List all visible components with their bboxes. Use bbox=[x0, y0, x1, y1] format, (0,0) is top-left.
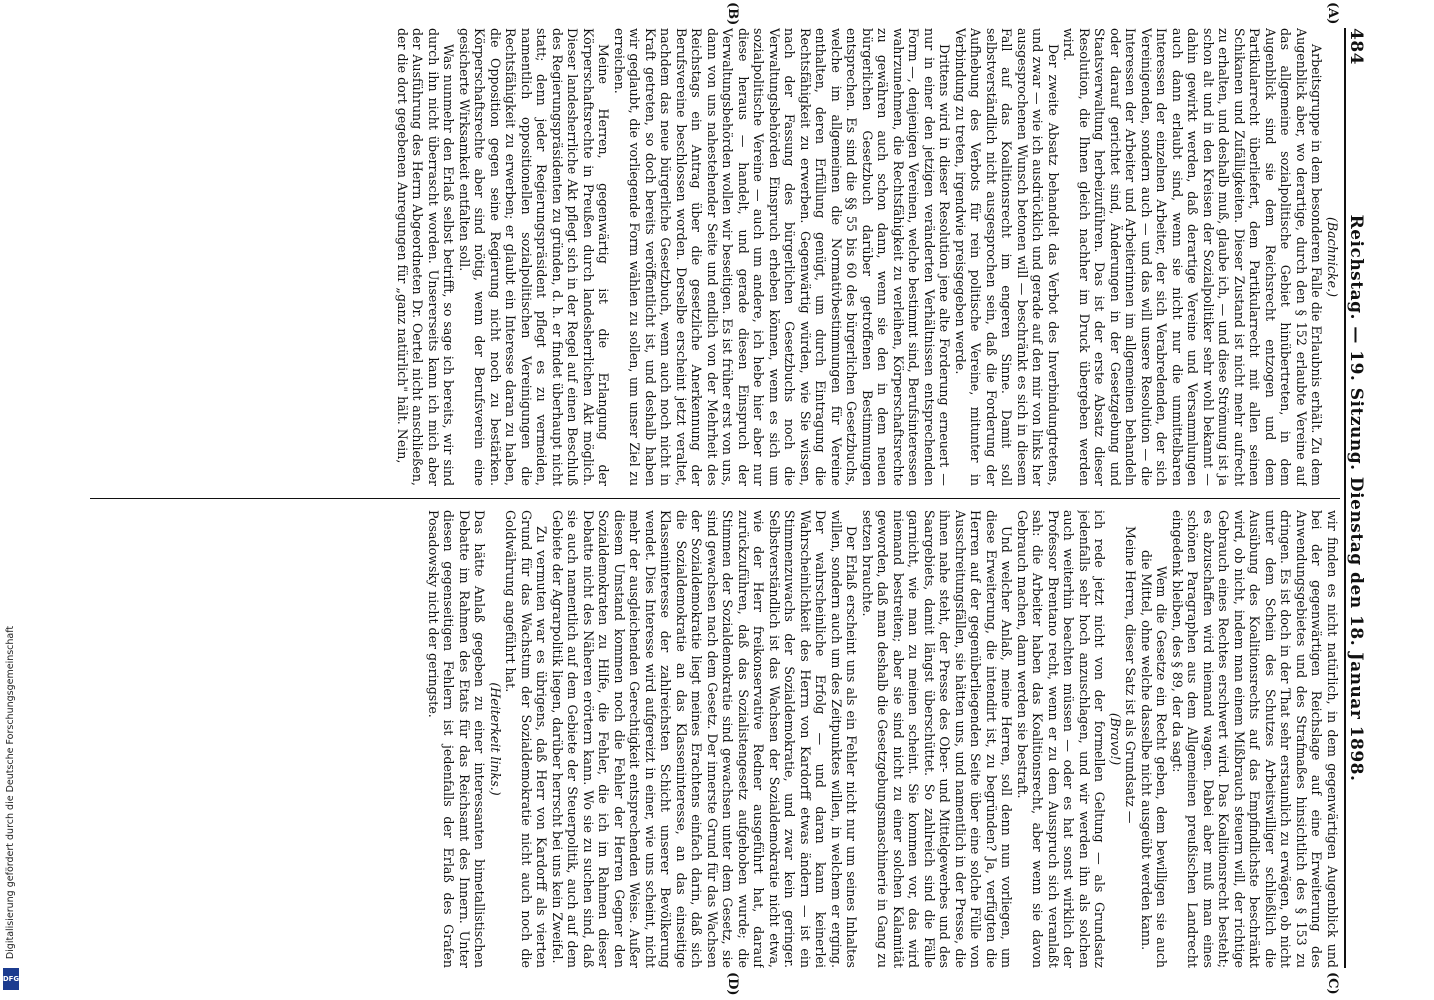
right-paragraph: Das hätte Anlaß gegeben zu einer interessanten bimetallistischen Debatte im Rahmen des Etats für das Reichsamt des Innern. Unter diesen gegenseitigen Fehlern ist jedenfalls der Erlaß des Grafen Posadowsky nicht der geringste. bbox=[426, 510, 488, 968]
rotated-page bbox=[80, 2, 1380, 996]
running-title: Reichstag. — 19. Sitzung. Dienstag den 18. Januar 1898. bbox=[1346, 214, 1366, 782]
left-paragraph: Was nunmehr den Erlaß selbst betrifft, so sage ich bereits, wir sind durch ihn nicht überrascht worden. Unsererseits kann ich mich aber der Ausführung des Herrn Abgeordneten Dr. Oertel nicht anschließen, der die dort gegebenen Anregungen für „ganz natürlich" hält. Nein, bbox=[395, 28, 457, 486]
right-paragraph: wir finden es nicht natürlich, in dem gegenwärtigen Augenblick und bei der gegenwärtigen Reichslage auf eine Erweiterung des Anwendungsgebietes und des Strafmaßes hinsichtlich des § 153 zu dringen. Es ist doch in der That sehr erstaunlich zu erwägen, ob nicht unter dem Schein des Schutzes Arbeitswilliger schließlich die Ausübung des Koalitionsrechts auf das Empfindlichste beschränkt wird, ob nicht, indem man einem Mißbrauch steuern will, der richtige Gebrauch eines Rechtes erschwert wird. Das Koalitionsrecht besteht; es abzuschaffen wird niemand wagen. Dabei aber muß man eines schönen Paragraphen aus dem Allgemeinen preußischen Landrecht eingedenk bleiben, des § 89, der da sagt: bbox=[1170, 510, 1340, 968]
page-header bbox=[1344, 28, 1380, 968]
margin-marker-d: (D) bbox=[725, 972, 740, 996]
interjection: (Bravo!) bbox=[1108, 712, 1123, 766]
interjection: (Heiterkeit links.) bbox=[488, 682, 503, 796]
right-paragraph: Der Erlaß erscheint uns als ein Fehler nicht nur um seines Inhaltes willen, sondern auch um des Zeitpunktes willen, in welchem er erging. Der wahrscheinliche Erfolg — und daran kann keinerlei Wahrscheinlichkeit des Herrn von Kardorff etwas ändern — ist ein Stimmenzuwachs der Sozialdemokratie, und zwar kein geringer. Selbstverständlich ist das Wachsen der Sozialdemokratie nicht etwa, wie der Herr freikonservative Redner ausgeführt hat, darauf zurückzuführen, daß das Sozialistengesetz aufgehoben wurde; die Stimmen der Sozialdemokratie sind gewachsen unter dem Gesetz, sie sind gewachsen nach dem Gesetz. Der innerste Grund für das Wachsen der Sozialdemokratie liegt meines Erachtens einfach darin, daß sich die Sozialdemokratie an das Klasseninteresse, an das einseitige Klasseninteresse der zahlreichsten Schicht unserer Bevölkerung wendet. Dies Interesse wird aufgereizt in einer, wie uns scheint, nicht mehr der ausgleichenden Gerechtigkeit entsprechenden Weise. Außer diesem Umstand kommen noch die Fehler der Herren Gegner den Sozialdemokraten zu Hilfe, die Fehler, die ich im Rahmen dieser Debatte nicht des Näheren erörtern kann. Wo sie zu suchen sind, daß sie auch namentlich auf dem Gebiete der Steuerpolitik, auch auf dem Gebiete der Agrarpolitik liegen, darüber herrscht bei uns kein Zweifel. bbox=[550, 510, 860, 968]
left-paragraph: Drittens wird in dieser Resolution jene alte Forderung erneuert — nur in einer den jetzigen veränderten Verhältnissen entsprechenden Form —, denjenigen Vereinen, welche bestimmt sind, Berufsinteressen wahrzunehmen, die Rechtsfähigkeit zu verleihen, Körperschaftsrechte zu gewähren auch schon dann, wenn sie den in dem neuen bürgerlichen Gesetzbuch darüber getroffenen Bestimmungen entsprechen. Es sind die §§ 55 bis 60 des bürgerlichen Gesetzbuchs, welche im allgemeinen die Normativbestimmungen für Vereine enthalten, deren Erfüllung genügt, um durch Eintragung die Rechtsfähigkeit zu erwerben. Gegenwärtig würden, wie Sie wissen, nach der Fassung des bürgerlichen Gesetzbuchs noch die Verwaltungsbehörden Einspruch erheben können, wenn es sich um sozialpolitische Vereine — auch um andere, ich hebe hier aber nur diese heraus — handelt, und gerade diesen Einspruch der Verwaltungsbehörden wollen wir beseitigen. Es ist früher erst von uns, dann von uns nahestehender Seite und endlich von der Mehrheit des Reichstags ein Antrag über die gesetzliche Anerkennung der Berufsvereine beschlossen worden. Derselbe erscheint jetzt veraltet, nachdem das neue bürgerliche Gesetzbuch, wenn auch noch nicht in Kraft getreten, so doch bereits veröffentlicht ist, und deshalb haben wir geglaubt, die vorliegende Form wählen zu sollen, um unser Ziel zu erreichen. bbox=[612, 28, 953, 486]
right-paragraph: Und welcher Anlaß, meine Herren, soll denn nun vorliegen, um diese Erweiterung, die intendirt ist, zu begründen? Ja, verfügten die Herren auf der gegenüberliegenden Seite über eine solche Fülle von Ausschreitungsfällen, sie hätten uns, und namentlich in der Presse, die ihnen nahe steht, der Presse des Ober- und Mittelgewerbes und des Saargebiets, damit längst überschüttet. So zahlreich sind die Fälle garnicht, wie man zu meinen scheint. Sie kommen vor, das wird niemand bestreiten; aber sie sind nicht zu einer solchen Kalamität geworden, daß man deshalb die Gesetzgebungsmaschinerie in Gang zu setzen brauchte. bbox=[860, 510, 1015, 968]
right-paragraph: Zu vermuten war es übrigens, daß Herr von Kardorff als vierten Grund für das Wachstum der Sozialdemokratie nicht auch noch die Goldwährung angeführt hat. bbox=[503, 510, 550, 968]
right-paragraph: ich rede jetzt nicht von der formellen Geltung — als Grundsatz jedenfalls sehr hoch anzuschlagen, und wir werden ihn als solchen auch weiterhin beachten müssen — oder es hat sonst wirklich der Professor Brentano recht, wenn er zu dem Ausspruch sich veranlaßt sah: die Arbeiter haben das Koalitionsrecht, aber wenn sie davon Gebrauch machen, dann werden sie bestraft. bbox=[1015, 510, 1108, 968]
dfg-logo bbox=[3, 968, 19, 990]
digitization-credit bbox=[6, 612, 16, 972]
page-number: 484 bbox=[1346, 28, 1366, 65]
margin-marker-c: (C) bbox=[1325, 972, 1340, 995]
dfg-logo-text: DFG bbox=[2, 975, 20, 983]
speaker-label: (Bachnicke.) bbox=[1325, 216, 1340, 298]
left-column bbox=[90, 28, 1340, 486]
margin-marker-a: (A) bbox=[1325, 2, 1340, 25]
credit-text: Digitalisierung gefördert durch die Deutsche Forschungsgemeinschaft bbox=[5, 625, 17, 959]
quote-paragraph: Wem die Gesetze ein Recht geben, dem bewilligen sie auch die Mittel, ohne welche dasselbe nicht ausgeübt werden kann. bbox=[1139, 550, 1170, 968]
column-divider bbox=[90, 498, 1340, 499]
left-paragraph: Arbeitsgruppe in dem besonderen Falle die Erlaubnis erhält. Zu dem Augenblick aber, wo derartige, durch den § 152 erlaubte Vereine auf das allgemeine sozialpolitische Gebiet hinübertreten, in dem Augenblick sind sie dem Reichsrecht entzogen und dem Partikularrecht überliefert, dem Partikularrecht mit allen seinen Schikanen und Zufälligkeiten. Dieser Zustand ist nicht mehr aufrecht zu erhalten, und deshalb muß, glaube ich, — und diese Strömung ist ja schon alt und in den Kreisen der Sozialpolitiker sehr wohl bekannt — dahin gewirkt werden, daß derartige Vereine und Versammlungen auch dann erlaubt sind, wenn sie nicht nur die unmittelbaren Interessen der einzelnen Arbeiter, der sich Verabredenden, der sich Vereinigenden, sondern auch — und das will unsere Resolution — die Interessen der Arbeiter und Arbeiterinnen im allgemeinen behandeln oder darauf gerichtet sind, Änderungen in der Gesetzgebung und Staatsverwaltung herbeizuführen. Das ist der erste Absatz dieser Resolution, die Ihnen gleich nachher im Druck übergeben werden wird. bbox=[1061, 28, 1325, 486]
left-paragraph: Meine Herren, gegenwärtig ist die Erlangung der Körperschaftsrechte in Preußen durch landesherrlichen Akt möglich. Dieser landesherrliche Akt pflegt sich in der Regel auf einen Beschluß des Regierungspräsidenten zu gründen, d. h. er findet überhaupt nicht statt; denn jeder Regierungspräsident pflegt es zu vermeiden, namentlich oppositionellen sozialpolitischen Vereinigungen die Rechtsfähigkeit zu erwerben; er glaubt ein Interesse daran zu haben, die Opposition gegen seine Regierung nicht noch zu bestärken. Körperschaftsrechte aber sind nötig, wenn der Berufsverein eine gesicherte Wirksamkeit entfalten soll. bbox=[457, 28, 612, 486]
right-column bbox=[90, 510, 1340, 968]
right-paragraph: Meine Herren, dieser Satz ist als Grundsatz — bbox=[1123, 526, 1139, 824]
left-paragraph: Der zweite Absatz behandelt das Verbot des Inverbindungtretens, und zwar — wie ich ausdrücklich und gerade auf den mir von links her ausgesprochenen Wunsch betonen will — beschränkt es sich in diesem Fall auf das Koalitionsrecht im engeren Sinne. Damit soll selbstverständlich nicht ausgesprochen sein, daß die Forderung der Aufhebung des Verbots für rein politische Vereine, mitunter in Verbindung zu treten, irgendwie preisgegeben werde. bbox=[953, 28, 1061, 486]
margin-marker-b: (B) bbox=[725, 2, 740, 26]
